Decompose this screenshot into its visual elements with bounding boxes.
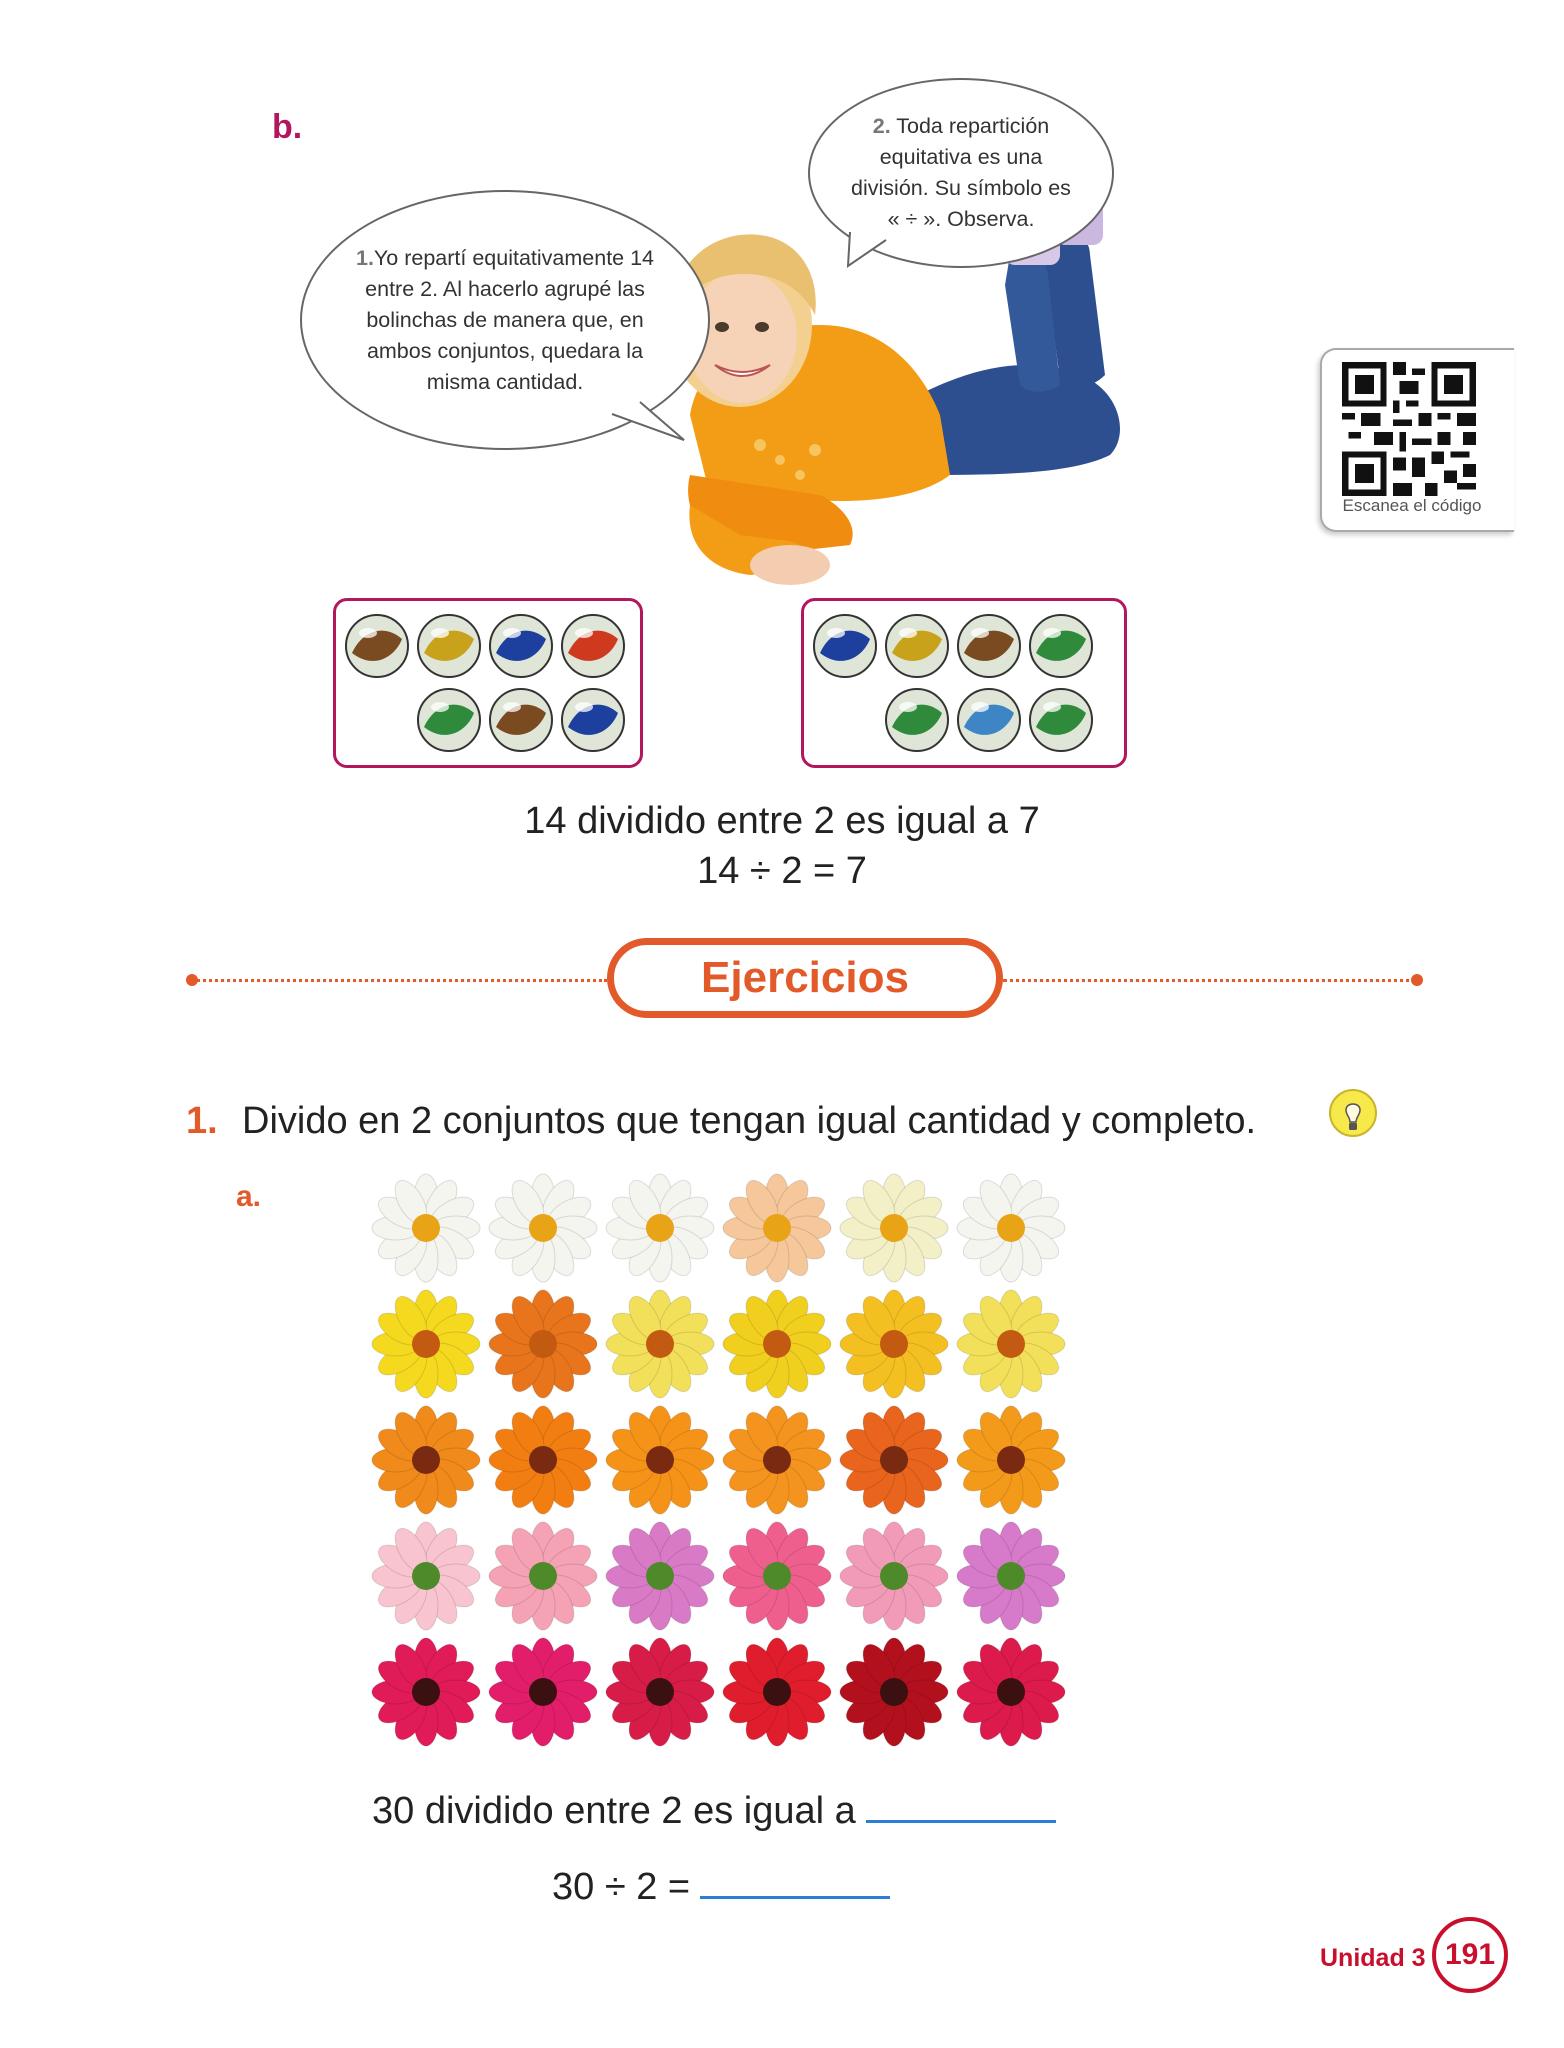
divider-line-left [192,979,607,982]
flower [957,1638,1065,1746]
flower [840,1290,948,1398]
part-a-label: a. [236,1180,262,1213]
ejercicios-heading: Ejercicios [607,938,1003,1018]
flower [957,1522,1065,1630]
flower [489,1290,597,1398]
marble [416,687,482,753]
marble [416,613,482,679]
flower [723,1174,831,1282]
flower [372,1638,480,1746]
flower [489,1406,597,1514]
flower [840,1174,948,1282]
section-b-label: b. [272,108,303,146]
answer-blank-1[interactable] [866,1790,1056,1823]
flower [840,1638,948,1746]
exercise-1-instruction: Divido en 2 conjuntos que tengan igual cantidad y completo. [242,1100,1257,1142]
marble [884,613,950,679]
flower [957,1290,1065,1398]
marble [488,687,554,753]
page-number: 191 [1432,1917,1508,1993]
marble-group-2 [801,598,1127,768]
bubble-1-tail [610,400,690,450]
marble [560,687,626,753]
qr-code-card[interactable] [1320,348,1514,532]
flower [957,1406,1065,1514]
exercise-1-number: 1. [186,1100,218,1142]
bubble-1-text: Yo repartí equitativamente 14 entre 2. Al hacerlo agrupé las bolinchas de manera que, en ambos conjuntos, quedara la misma cantidad. [365,245,655,394]
answer-blank-2[interactable] [700,1866,890,1899]
bubble-1-number: 1. [355,245,374,270]
marble [956,687,1022,753]
result-equation: 14 ÷ 2 = 7 [697,850,867,892]
marble-group-1 [333,598,643,768]
flower [957,1174,1065,1282]
flower [840,1406,948,1514]
flower [723,1406,831,1514]
flower [606,1174,714,1282]
flower [606,1522,714,1630]
flower [489,1638,597,1746]
flower [606,1406,714,1514]
marble [884,687,950,753]
flowers-grid [370,1172,1070,1752]
marble [1028,687,1094,753]
flower [723,1638,831,1746]
marble [1028,613,1094,679]
flower [489,1174,597,1282]
flower [723,1522,831,1630]
marble [956,613,1022,679]
lightbulb-icon [1328,1088,1378,1144]
flower [606,1638,714,1746]
flower [723,1290,831,1398]
result-sentence: 14 dividido entre 2 es igual a 7 [524,800,1040,842]
answer-equation-row [552,1866,890,1909]
divider-line-right [1003,979,1417,982]
marble [812,613,878,679]
qr-caption: Escanea el código [1342,496,1482,515]
answer-sentence: 30 dividido entre 2 es igual a [372,1790,856,1832]
flower [489,1522,597,1630]
bubble-2-number: 2. [872,114,891,138]
marble [560,613,626,679]
marble [488,613,554,679]
bubble-2-tail [846,230,896,270]
flower [372,1522,480,1630]
flower [372,1406,480,1514]
marble [344,613,410,679]
answer-sentence-row [372,1790,1056,1833]
unit-label: Unidad 3 [1320,1944,1426,1972]
divider-dot-right [1411,974,1423,986]
answer-equation: 30 ÷ 2 = [552,1866,691,1908]
flower [840,1522,948,1630]
flower [606,1290,714,1398]
flower [372,1174,480,1282]
qr-code-icon[interactable] [1342,362,1476,496]
flower [372,1290,480,1398]
bubble-2-text: Toda repartición equitativa es una división. Su símbolo es « ÷ ». Observa. [851,114,1071,231]
